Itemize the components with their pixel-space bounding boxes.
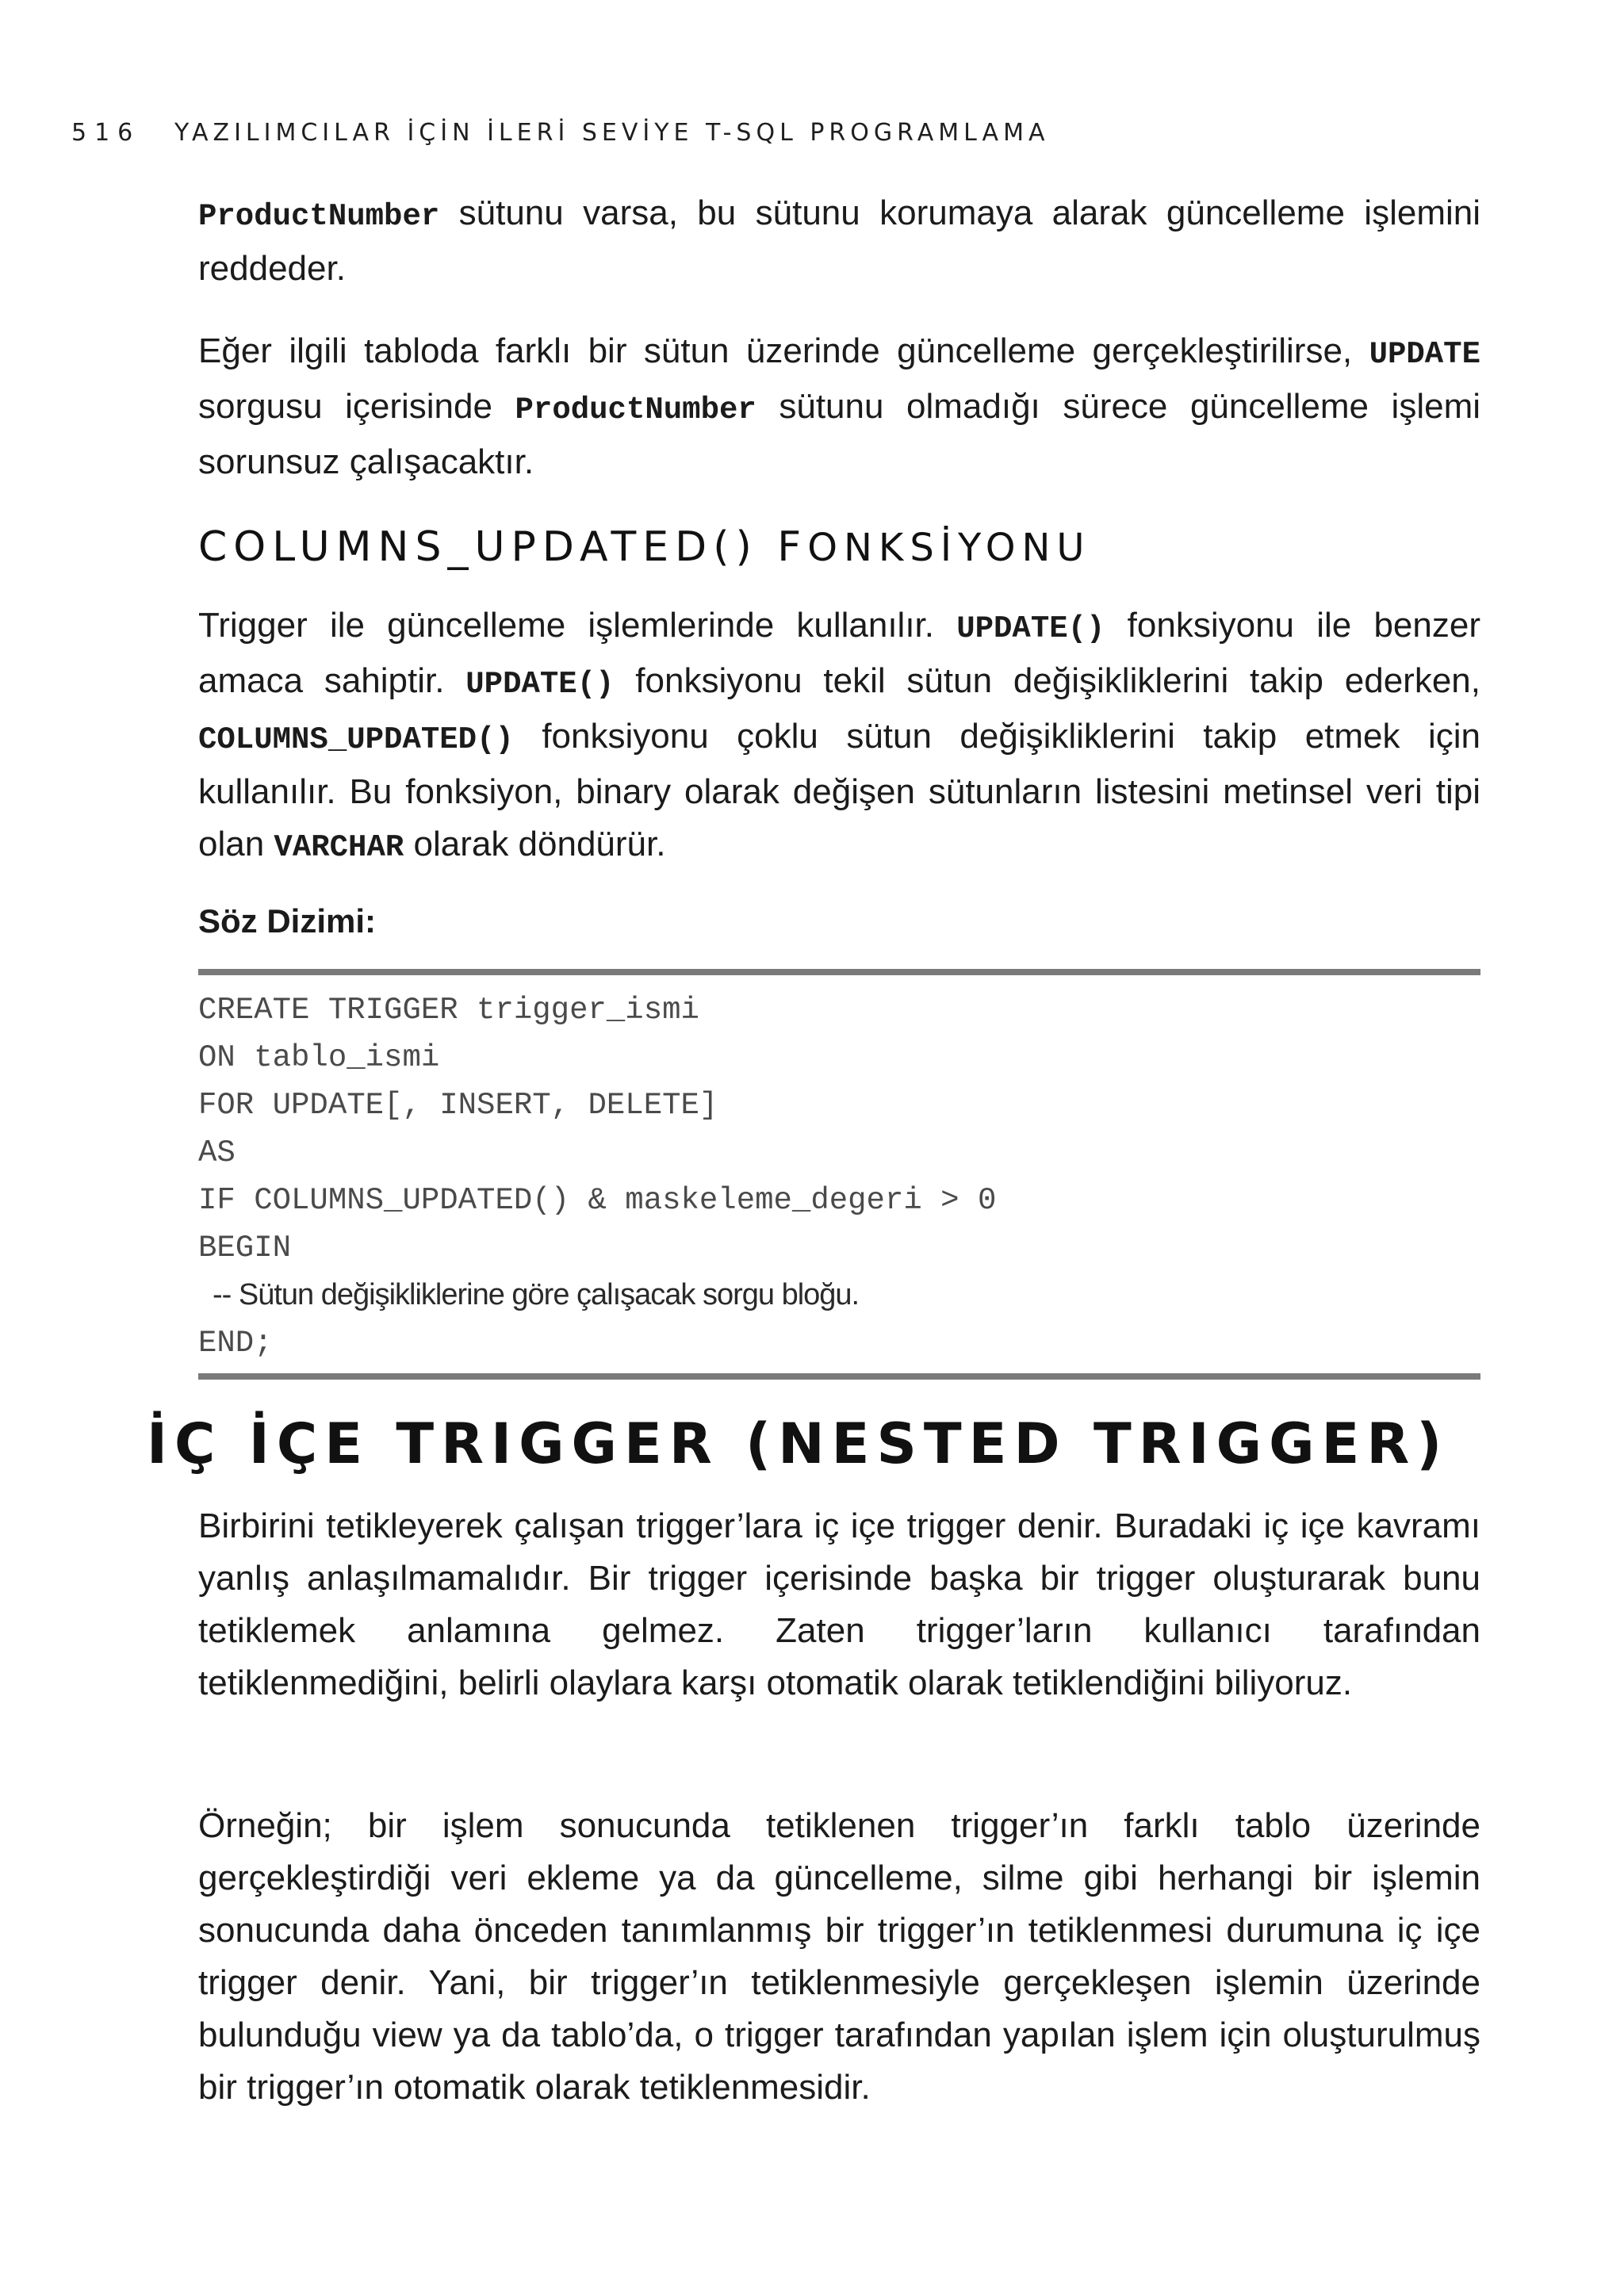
paragraph-text: olarak döndürür.: [404, 825, 666, 863]
intro-paragraph-1-block: [198, 187, 1480, 295]
inline-code: UPDATE(): [465, 667, 615, 702]
inline-code: UPDATE: [1369, 337, 1480, 372]
paragraph-text: sütunu olmadığı sürece güncelleme işlemi sorunsuz çalışacaktır.: [198, 387, 1480, 481]
paragraph-text: sütunu varsa, bu sütunu korumaya alarak güncelleme işlemini reddeder.: [198, 193, 1480, 288]
inline-code: COLUMNS_UPDATED(): [198, 722, 514, 757]
paragraph-text: fonksiyonu tekil sütun değişikliklerini takip ederken,: [614, 661, 1480, 700]
book-title: YAZILIMCILAR İÇİN İLERİ SEVİYE T-SQL PROGRAMLAMA: [174, 119, 1050, 147]
code-comment: -- Sütun değişikliklerine göre çalışacak sorgu bloğu.: [213, 1278, 860, 1311]
intro-paragraph-2: [198, 325, 1480, 488]
inline-code: ProductNumber: [198, 199, 440, 234]
running-header: [71, 119, 1049, 147]
code-line: IF COLUMNS_UPDATED() & maskeleme_degeri > 0: [198, 1183, 997, 1218]
paragraph-text: fonksiyonu çoklu sütun değişikliklerini takip etmek için kullanılır. Bu fonksiyon, binary olarak değişen sütunların listesini metinsel veri tipi olan: [198, 717, 1480, 863]
syntax-label: Söz Dizimi:: [198, 902, 377, 940]
paragraph-text: Eğer ilgili tabloda farklı bir sütun üzerinde güncelleme gerçekleştirilirse,: [198, 331, 1369, 370]
paragraph-text: fonksiyonu ile benzer amaca sahiptir.: [198, 606, 1480, 700]
code-block: [198, 969, 1480, 1380]
columns-updated-paragraph-block: [198, 599, 1480, 874]
inline-code: VARCHAR: [274, 830, 404, 865]
heading-main: COLUMNS_UPDATED(): [198, 523, 778, 571]
inline-code: UPDATE(): [956, 611, 1105, 646]
nested-paragraph-2: Örneğin; bir işlem sonucunda tetiklenen trigger’ın farklı tablo üzerinde gerçekleştirdiği veri ekleme ya da güncelleme, silme gibi herhangi bir işlemin sonucunda daha önceden tanımlanmış bir trigger’ın tetiklenmesi durumuna iç içe trigger denir. Yani, bir trigger’ın tetiklenmesiyle gerçekleşen işlemin üzerinde bulunduğu view ya da tablo’da, o trigger tarafından yapılan işlem için oluşturulmuş bir trigger’ın otomatik olarak tetiklenmesidir.: [198, 1806, 1480, 2107]
code-line: END;: [198, 1326, 273, 1361]
code-line: ON tablo_ismi: [198, 1040, 440, 1075]
paragraph-text: sorgusu içerisinde: [198, 387, 515, 426]
code-line: CREATE TRIGGER trigger_ismi: [198, 993, 699, 1028]
inline-code: ProductNumber: [515, 392, 756, 427]
section-heading-nested-trigger: İÇ İÇE TRIGGER (NESTED TRIGGER): [147, 1411, 1450, 1476]
columns-updated-paragraph: [198, 599, 1480, 874]
page-number: 516: [71, 119, 141, 147]
nested-paragraph-1-block: [198, 1500, 1480, 1709]
code-line: FOR UPDATE[, INSERT, DELETE]: [198, 1088, 718, 1123]
section-heading-columns-updated: [198, 523, 1091, 571]
intro-paragraph-1: [198, 187, 1480, 295]
heading-smallcaps-rest: ONKSİYONU: [807, 526, 1091, 570]
nested-paragraph-2-block: [198, 1800, 1480, 2114]
code-line: AS: [198, 1135, 236, 1170]
paragraph-text: Trigger ile güncelleme işlemlerinde kullanılır.: [198, 606, 957, 645]
intro-paragraph-2-block: [198, 325, 1480, 488]
nested-paragraph-1: Birbirini tetikleyerek çalışan trigger’lara iç içe trigger denir. Buradaki iç içe kavramı yanlış anlaşılmamalıdır. Bir trigger içerisinde başka bir trigger oluşturarak bunu tetiklemek anlamına gelmez. Zaten trigger’ların kullanıcı tarafından tetiklenmediğini, belirli olaylara karşı otomatik olarak tetiklendiğini biliyoruz.: [198, 1506, 1480, 1702]
code-line: BEGIN: [198, 1231, 292, 1265]
heading-smallcaps-initial: F: [777, 523, 808, 571]
